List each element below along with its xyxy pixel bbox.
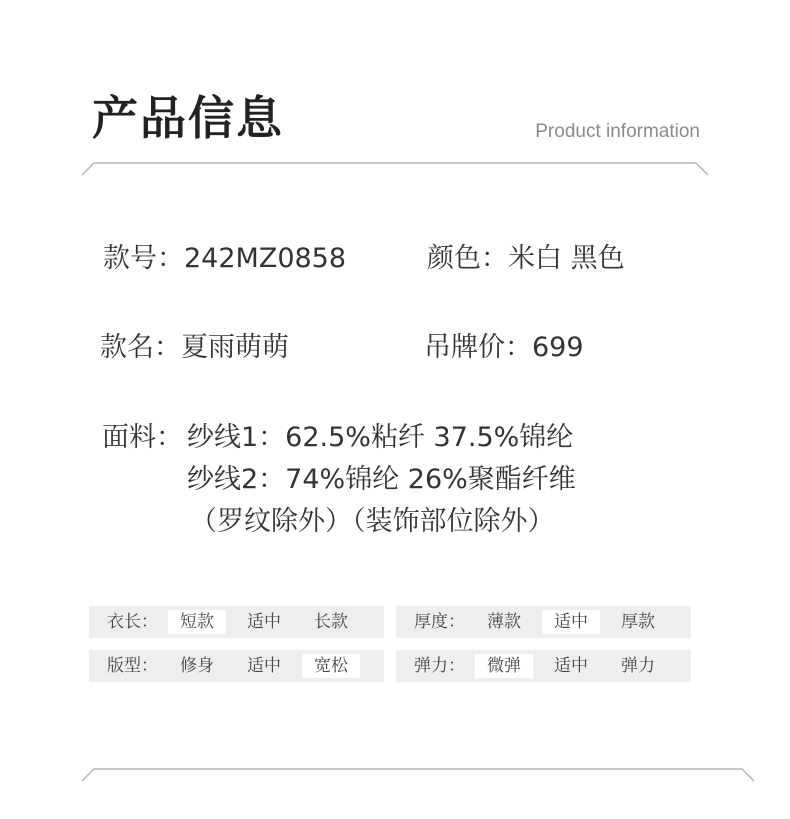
attr-length-label: 衣长： xyxy=(107,612,158,632)
price-row xyxy=(424,330,584,366)
style-number-row xyxy=(103,241,346,277)
attr-length xyxy=(89,606,384,638)
attr-length-option-long: 长款 xyxy=(314,612,348,632)
color-value: 米白 黑色 xyxy=(508,243,625,274)
attr-fit xyxy=(89,650,384,682)
fabric-line-2: 纱线2：74%锦纶 26%聚酯纤维 xyxy=(187,464,576,495)
attr-elasticity-option-slight: 微弹 xyxy=(475,654,533,678)
attr-length-option-medium: 适中 xyxy=(247,612,281,632)
page-title: 产品信息 xyxy=(92,91,284,145)
attr-length-option-short: 短款 xyxy=(168,610,226,634)
attr-elasticity-option-medium: 适中 xyxy=(554,656,588,676)
style-number-label: 款号： xyxy=(103,243,184,274)
attr-elasticity xyxy=(396,650,691,682)
attr-thickness xyxy=(396,606,691,638)
style-number-value: 242MZ0858 xyxy=(184,243,347,274)
fabric-line-3: （罗纹除外）（装饰部位除外） xyxy=(190,506,555,537)
attr-fit-label: 版型： xyxy=(107,656,158,676)
attr-thickness-option-medium: 适中 xyxy=(542,610,600,634)
style-name-label: 款名： xyxy=(100,332,181,363)
price-label: 吊牌价： xyxy=(424,332,532,363)
attr-elasticity-label: 弹力： xyxy=(414,656,465,676)
style-name-row xyxy=(100,330,289,366)
fabric-label: 面料： xyxy=(102,422,183,453)
attr-thickness-option-thin: 薄款 xyxy=(487,612,521,632)
page-subtitle: Product information xyxy=(535,121,700,142)
attr-fit-option-medium: 适中 xyxy=(247,656,281,676)
price-value: 699 xyxy=(532,332,584,363)
attr-thickness-option-thick: 厚款 xyxy=(621,612,655,632)
bottom-divider xyxy=(0,740,790,800)
attr-fit-option-loose: 宽松 xyxy=(302,654,360,678)
color-row xyxy=(427,241,625,277)
attr-fit-option-slim: 修身 xyxy=(180,656,214,676)
color-label: 颜色： xyxy=(427,243,508,274)
fabric-line-1: 纱线1：62.5%粘纤 37.5%锦纶 xyxy=(187,422,574,453)
style-name-value: 夏雨萌萌 xyxy=(181,332,289,363)
top-divider xyxy=(0,0,790,200)
attr-thickness-label: 厚度： xyxy=(414,612,465,632)
attr-elasticity-option-stretch: 弹力 xyxy=(621,656,655,676)
